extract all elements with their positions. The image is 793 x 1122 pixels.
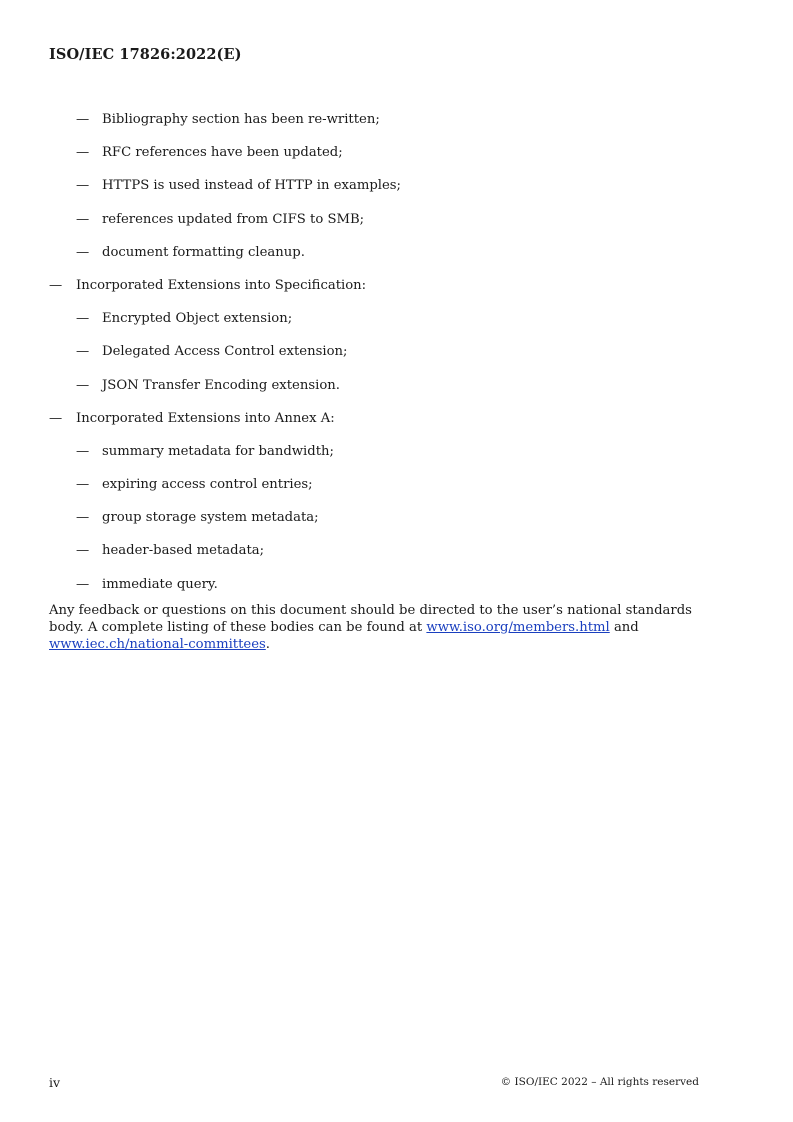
sub-list-item (49, 541, 701, 574)
copyright-notice: © ISO/IEC 2022 – All rights reserved (500, 1076, 699, 1088)
list-item-text: RFC references have been updated; (102, 145, 343, 161)
sub-list-item (49, 243, 701, 276)
iso-members-link[interactable]: www.iso.org/members.html (426, 619, 610, 635)
list-dash: — (76, 443, 90, 459)
sub-list-item (49, 508, 701, 541)
sub-list-item (49, 475, 701, 508)
list-dash: — (76, 211, 90, 227)
list-item-text: references updated from CIFS to SMB; (102, 211, 365, 227)
list-dash: — (76, 112, 90, 127)
sub-list-item (49, 575, 701, 608)
iec-national-committees-link[interactable]: www.iec.ch/national-committees (49, 636, 266, 652)
list-item-text: document formatting cleanup. (102, 244, 305, 260)
sub-list-item (49, 376, 701, 409)
changes-list (49, 110, 701, 608)
list-dash: — (76, 178, 90, 194)
list-dash: — (49, 277, 63, 293)
document-header: ISO/IEC 17826:2022(E) (49, 46, 242, 63)
list-dash: — (76, 576, 90, 592)
list-item (49, 409, 701, 442)
list-item-text: group storage system metadata; (102, 510, 319, 526)
sub-list-item (49, 442, 701, 475)
list-item (49, 276, 701, 309)
list-dash: — (49, 410, 63, 426)
list-item-text: expiring access control entries; (102, 477, 313, 493)
list-item-text: HTTPS is used instead of HTTP in examples; (102, 178, 401, 194)
list-dash: — (76, 377, 90, 393)
list-item-text: Bibliography section has been re-written; (102, 112, 380, 127)
sub-list-item (49, 110, 701, 143)
feedback-text-before: Any feedback or questions on this document should be directed to the user’s national standards body. A complete listing of these bodies can be found at (49, 602, 692, 635)
feedback-text-between: and (609, 619, 639, 635)
list-dash: — (76, 344, 90, 360)
list-item-text: header-based metadata; (102, 543, 265, 559)
sub-list-item (49, 309, 701, 342)
list-item-text: summary metadata for bandwidth; (102, 443, 334, 459)
list-dash: — (76, 311, 90, 327)
sub-list-item (49, 176, 701, 209)
document-body (49, 110, 701, 666)
list-dash: — (76, 244, 90, 260)
feedback-text-after: . (265, 636, 270, 652)
list-item-text: Incorporated Extensions into Specification: (76, 277, 367, 293)
list-dash: — (76, 145, 90, 161)
sub-list-item (49, 210, 701, 243)
list-item-text: Incorporated Extensions into Annex A: (76, 410, 335, 426)
list-item-text: immediate query. (102, 576, 218, 592)
sub-list-item (49, 143, 701, 176)
feedback-paragraph (49, 602, 701, 653)
page-number: iv (49, 1075, 61, 1090)
list-item-text: Delegated Access Control extension; (102, 344, 348, 360)
sub-list-item (49, 342, 701, 375)
list-dash: — (76, 477, 90, 493)
list-item-text: Encrypted Object extension; (102, 311, 293, 327)
list-item-text: JSON Transfer Encoding extension. (102, 377, 340, 393)
list-dash: — (76, 510, 90, 526)
list-dash: — (76, 543, 90, 559)
